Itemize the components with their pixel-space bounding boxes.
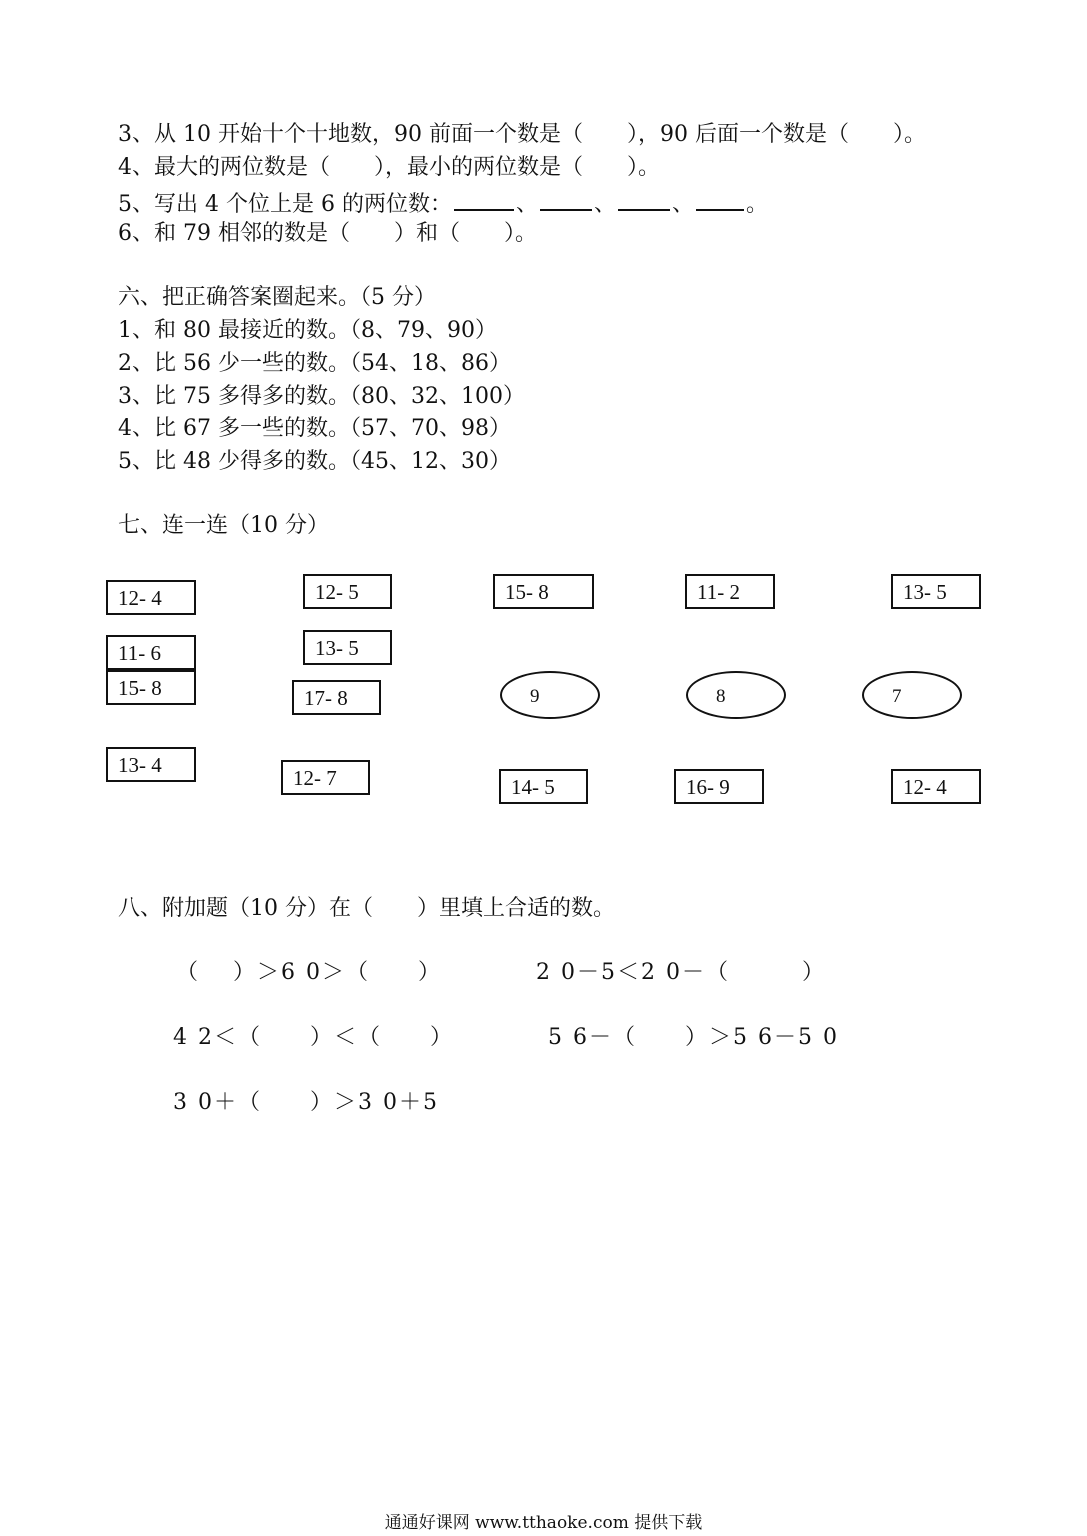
expression-box[interactable]: 11- 6 bbox=[106, 635, 196, 670]
terminator: 。 bbox=[746, 192, 769, 217]
expression-box[interactable]: 11- 2 bbox=[685, 574, 775, 609]
answer-oval[interactable]: 7 bbox=[862, 671, 962, 719]
question-6-4: 4、比 67 多一些的数。（57、70、98） bbox=[118, 416, 511, 441]
expression-box[interactable]: 17- 8 bbox=[292, 680, 381, 715]
expression-box[interactable]: 12- 4 bbox=[106, 580, 196, 615]
question-6-1: 1、和 80 最接近的数。（8、79、90） bbox=[118, 318, 497, 343]
expression-box[interactable]: 13- 5 bbox=[303, 630, 392, 665]
question-6-2: 2、比 56 少一些的数。（54、18、86） bbox=[118, 351, 511, 376]
question-5-5 bbox=[118, 187, 768, 220]
expression-box[interactable]: 15- 8 bbox=[106, 670, 196, 705]
section-6-title: 六、把正确答案圈起来。（5 分） bbox=[118, 285, 436, 310]
expression-box[interactable]: 12- 7 bbox=[281, 760, 370, 795]
expression-box[interactable]: 12- 4 bbox=[891, 769, 981, 804]
expression-box[interactable]: 16- 9 bbox=[674, 769, 764, 804]
answer-blank[interactable] bbox=[696, 187, 744, 211]
separator: 、 bbox=[515, 192, 538, 217]
inequality-1: （ ）＞6 0＞（ ） bbox=[176, 960, 442, 985]
expression-box[interactable]: 14- 5 bbox=[499, 769, 588, 804]
question-5-3: 3、从 10 开始十个十地数，90 前面一个数是（ ），90 后面一个数是（ ）。 bbox=[118, 122, 926, 147]
inequality-4: 5 6－（ ）＞5 6－5 0 bbox=[548, 1025, 839, 1050]
question-6-3: 3、比 75 多得多的数。（80、32、100） bbox=[118, 384, 525, 409]
section-8-title: 八、附加题（10 分）在（ ）里填上合适的数。 bbox=[118, 896, 615, 921]
expression-box[interactable]: 12- 5 bbox=[303, 574, 392, 609]
inequality-2: 2 0－5＜2 0－（ ） bbox=[536, 960, 826, 985]
question-5-6: 6、和 79 相邻的数是（ ）和（ ）。 bbox=[118, 221, 537, 246]
question-5-4: 4、最大的两位数是（ ），最小的两位数是（ ）。 bbox=[118, 155, 660, 180]
expression-box[interactable]: 13- 5 bbox=[891, 574, 981, 609]
answer-blank[interactable] bbox=[454, 187, 514, 211]
answer-blank[interactable] bbox=[540, 187, 592, 211]
inequality-3: 4 2＜（ ）＜（ ） bbox=[173, 1025, 454, 1050]
separator: 、 bbox=[593, 192, 616, 217]
answer-oval[interactable]: 9 bbox=[500, 671, 600, 719]
expression-box[interactable]: 13- 4 bbox=[106, 747, 196, 782]
question-6-5: 5、比 48 少得多的数。（45、12、30） bbox=[118, 449, 511, 474]
inequality-5: 3 0＋（ ）＞3 0＋5 bbox=[173, 1090, 439, 1115]
separator: 、 bbox=[672, 192, 695, 217]
answer-blank[interactable] bbox=[618, 187, 670, 211]
expression-box[interactable]: 15- 8 bbox=[493, 574, 594, 609]
answer-oval[interactable]: 8 bbox=[686, 671, 786, 719]
section-7-title: 七、连一连（10 分） bbox=[118, 513, 329, 538]
question-5-5-prefix: 5、写出 4 个位上是 6 的两位数： bbox=[118, 192, 452, 217]
page-footer: 通通好课网 www.tthaoke.com 提供下载 bbox=[384, 1513, 703, 1533]
